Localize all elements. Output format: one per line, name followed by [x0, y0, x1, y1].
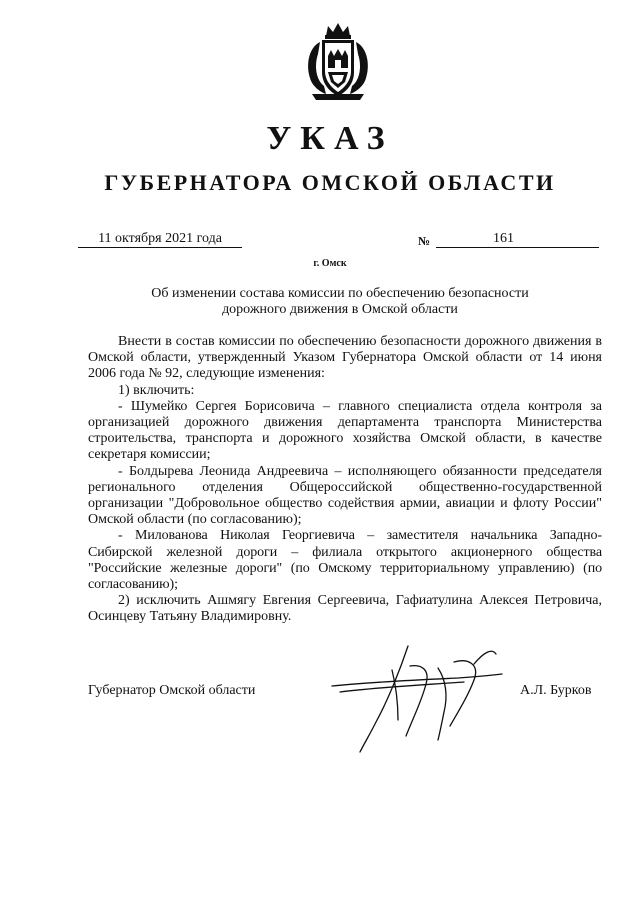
signer-position: Губернатор Омской области	[88, 683, 256, 698]
document-subtitle: ГУБЕРНАТОРА ОМСКОЙ ОБЛАСТИ	[104, 170, 556, 195]
body-intro: Внести в состав комиссии по обеспечению безопасности дорожного движения в Омской области, утвержденный Указом Губернатора Омской области от 14 июня 2006 года № 92, следующие изменения:	[88, 334, 602, 382]
decree-date: 11 октября 2021 года	[78, 230, 242, 248]
include-item: - Милованова Николая Георгиевича – заместителя начальника Западно-Сибирской железной дороги – филиала открытого акционерного общества "Российские железные дороги" (по Омскому территориальному управлению) (по согласованию);	[88, 528, 602, 593]
city: г. Омск	[313, 258, 347, 269]
subject-line: Об изменении состава комиссии по обеспечению безопасности	[151, 286, 529, 301]
number-sign: №	[418, 234, 431, 248]
decree-body	[88, 334, 602, 626]
signature-image	[330, 640, 505, 758]
include-item: - Болдырева Леонида Андреевича – исполняющего обязанности председателя регионального отделения Общероссийской общественно-государственной организации "Добровольное общество содействия армии, авиации и флоту России" Омской области (по согласованию);	[88, 463, 602, 528]
document-title: УКАЗ	[266, 120, 394, 157]
exclude-item: 2) исключить Ашмягу Евгения Сергеевича, Гафиатулина Алексея Петровича, Осинцеву Татьяну Владимировну.	[88, 593, 602, 625]
include-heading: 1) включить:	[118, 382, 195, 398]
subject-line: дорожного движения в Омской области	[222, 302, 458, 317]
decree-subject	[120, 286, 560, 318]
coat-of-arms-icon	[298, 20, 378, 102]
include-item: - Шумейко Сергея Борисовича – главного специалиста отдела контроля за организацией дорожного движения департамента транспорта Министерства строительства, транспорта и дорожного хозяйства Омской области, в качестве секретаря комиссии;	[88, 398, 602, 463]
decree-number-field	[436, 230, 599, 248]
decree-number: 161	[493, 231, 514, 246]
signer-name: А.Л. Бурков	[520, 683, 592, 698]
